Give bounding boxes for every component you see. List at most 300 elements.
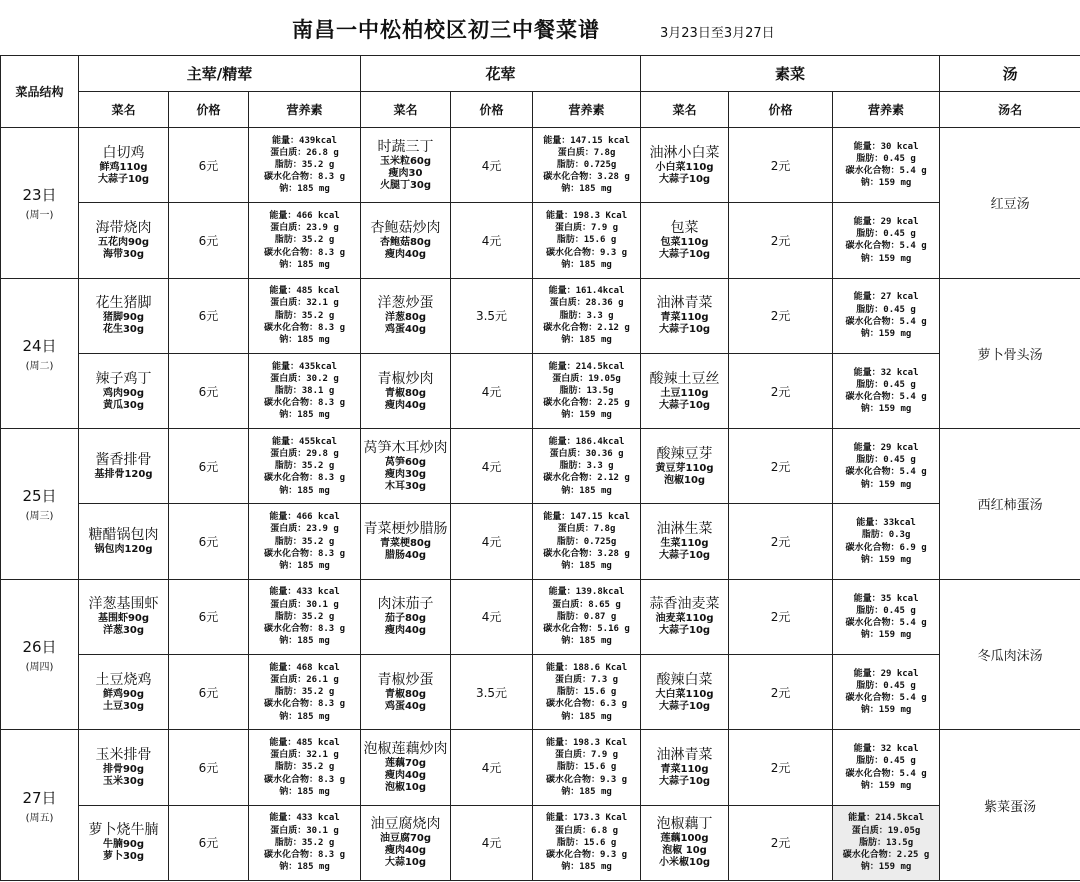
- nutrition-line: 钠：185 mg: [279, 184, 330, 195]
- nutrition-line: 碳水化合物：9.3 g: [545, 774, 628, 785]
- nutrition-line: 蛋白质：23.9 g: [270, 223, 339, 234]
- dish-ingredient: 鸡肉90g: [102, 387, 145, 399]
- price-cell-mid: 4元: [451, 579, 533, 654]
- dish-name: 泡椒莲藕炒肉: [363, 741, 448, 758]
- nutrition-line: 能量：29 kcal: [853, 442, 919, 453]
- nutrition-line: 能量：455kcal: [272, 436, 337, 447]
- nutrition-line: 碳水化合物：5.4 g: [845, 467, 927, 478]
- dish-name: 玉米排骨: [95, 747, 152, 764]
- nutrition-line: 能量：29 kcal: [853, 217, 919, 228]
- nutrition-line: 碳水化合物：8.3 g: [263, 322, 346, 333]
- header-row-groups: [1, 56, 1080, 92]
- nutrition-cell-main: [249, 203, 361, 278]
- nutrition-cell-mid: [533, 730, 641, 805]
- group-mid: 花荤: [361, 56, 641, 92]
- price-cell-main: 6元: [169, 278, 249, 353]
- nutrition-cell-veg: [833, 655, 940, 730]
- nutrition-line: 脂肪：0.45 g: [856, 229, 916, 240]
- structure-label: 菜品结构: [1, 56, 79, 128]
- dish-name: 萝卜烧牛腩: [88, 822, 159, 839]
- nutrition-line: 能量：433 kcal: [269, 587, 340, 598]
- nutrition-line: 碳水化合物：5.4 g: [845, 241, 927, 252]
- nutrition-line: 蛋白质：7.8g: [557, 524, 616, 535]
- day-date: 24日: [22, 336, 57, 355]
- dish-cell-mid: [361, 655, 451, 730]
- price-cell-mid: 3.5元: [451, 655, 533, 730]
- nutrition-line: 脂肪：0.45 g: [856, 756, 916, 767]
- nutrition-line: 钠：185 mg: [561, 335, 612, 346]
- dish-name: 泡椒藕丁: [656, 816, 713, 833]
- nutrition-line: 脂肪：15.6 g: [556, 687, 617, 698]
- nutrition-line: 钠：159 mg: [860, 862, 912, 873]
- dish-cell-mid: [361, 278, 451, 353]
- col-soup-name: 汤名: [940, 92, 1080, 128]
- dish-name: 油淋生菜: [656, 521, 713, 538]
- nutrition-line: 蛋白质：26.1 g: [270, 674, 339, 685]
- nutrition-line: 钠：159 mg: [860, 780, 912, 791]
- nutrition-cell-main: [249, 278, 361, 353]
- price-cell-mid: 4元: [451, 128, 533, 203]
- nutrition-line: 能量：32 kcal: [853, 367, 919, 378]
- dish-name: 土豆烧鸡: [95, 671, 152, 688]
- nutrition-line: 能量：161.4kcal: [548, 286, 625, 297]
- dish-cell-mid: [361, 579, 451, 654]
- nutrition-line: 钠：159 mg: [860, 404, 912, 415]
- dish-ingredient: 莲藕100g: [660, 833, 709, 845]
- dish-name: 酸辣豆芽: [656, 445, 713, 462]
- title-bar: [0, 0, 1080, 56]
- nutrition-line: 钠：185 mg: [279, 259, 330, 270]
- dish-cell-mid: [361, 353, 451, 428]
- nutrition-line: 能量：485 kcal: [269, 286, 340, 297]
- dish-cell-veg: [641, 128, 729, 203]
- nutrition-line: 脂肪：0.45 g: [856, 379, 916, 390]
- nutrition-line: 蛋白质：32.1 g: [270, 750, 339, 761]
- nutrition-line: 脂肪：15.6 g: [556, 837, 617, 848]
- dish-ingredient: 火腿丁30g: [379, 179, 432, 191]
- nutrition-line: 能量：214.5kcal: [848, 813, 924, 824]
- dish-cell-veg: [641, 655, 729, 730]
- day-row: [1, 504, 1080, 579]
- day-row: [1, 353, 1080, 428]
- nutrition-line: 钠：185 mg: [279, 335, 330, 346]
- nutrition-line: 碳水化合物：5.4 g: [845, 617, 927, 628]
- nutrition-line: 钠：185 mg: [561, 786, 612, 797]
- dish-name: 肉沫茄子: [377, 596, 434, 613]
- nutrition-cell-mid: [533, 278, 641, 353]
- dish-ingredient: 油豆腐70g: [379, 833, 432, 845]
- nutrition-line: 脂肪：35.2 g: [274, 837, 335, 848]
- nutrition-line: 能量：433 kcal: [269, 813, 340, 824]
- nutrition-line: 脂肪：15.6 g: [556, 762, 617, 773]
- price-cell-veg: 2元: [729, 504, 833, 579]
- soup-cell: 红豆汤: [940, 128, 1080, 279]
- dish-cell-mid: [361, 203, 451, 278]
- nutrition-line: 蛋白质：8.65 g: [552, 599, 621, 610]
- dish-ingredient: 小白菜110g: [655, 161, 714, 173]
- day-cell: [1, 278, 79, 429]
- nutrition-cell-veg: [833, 579, 940, 654]
- dish-ingredient: 泡椒 10g: [662, 845, 707, 857]
- price-cell-mid: 3.5元: [451, 278, 533, 353]
- dish-ingredient: 大蒜子10g: [97, 173, 150, 185]
- dish-name: 青椒炒肉: [377, 370, 434, 387]
- dish-ingredient: 土豆110g: [660, 387, 709, 399]
- nutrition-line: 蛋白质：7.3 g: [554, 674, 619, 685]
- price-cell-veg: 2元: [729, 353, 833, 428]
- dish-cell-veg: [641, 579, 729, 654]
- price-cell-veg: 2元: [729, 655, 833, 730]
- dish-cell-veg: [641, 504, 729, 579]
- dish-name: 酱香排骨: [95, 451, 152, 468]
- dish-cell-main: [79, 278, 169, 353]
- nutrition-line: 蛋白质：7.9 g: [554, 223, 619, 234]
- day-row: [1, 128, 1080, 203]
- day-weekday: (周一): [25, 210, 54, 222]
- nutrition-line: 蛋白质：6.8 g: [554, 825, 619, 836]
- nutrition-line: 蛋白质：30.1 g: [270, 599, 339, 610]
- dish-cell-mid: [361, 730, 451, 805]
- nutrition-line: 脂肪：13.5g: [559, 385, 614, 396]
- soup-cell: 西红柿蛋汤: [940, 429, 1080, 580]
- price-cell-veg: 2元: [729, 429, 833, 504]
- nutrition-cell-main: [249, 730, 361, 805]
- dish-name: 杏鲍菇炒肉: [370, 219, 441, 236]
- dish-ingredient: 大蒜子10g: [659, 550, 711, 562]
- nutrition-line: 碳水化合物：8.3 g: [263, 398, 346, 409]
- nutrition-line: 钠：159 mg: [860, 479, 912, 490]
- group-soup: 汤: [940, 56, 1080, 92]
- nutrition-line: 蛋白质：30.1 g: [270, 825, 339, 836]
- nutrition-line: 脂肪：0.725g: [556, 160, 617, 171]
- dish-ingredient: 莲藕70g: [384, 758, 427, 770]
- nutrition-line: 脂肪：13.5g: [859, 837, 914, 848]
- dish-cell-main: [79, 128, 169, 203]
- dish-ingredient: 腊肠40g: [384, 550, 427, 562]
- price-cell-main: 6元: [169, 805, 249, 880]
- nutrition-line: 脂肪：35.2 g: [274, 762, 335, 773]
- nutrition-line: 脂肪：0.725g: [556, 536, 617, 547]
- nutrition-line: 碳水化合物：8.3 g: [263, 247, 346, 258]
- nutrition-line: 钠：185 mg: [279, 636, 330, 647]
- day-weekday: (周三): [25, 511, 54, 523]
- nutrition-line: 钠：159 mg: [860, 705, 912, 716]
- dish-ingredient: 青菜110g: [660, 312, 709, 324]
- group-veg: 素菜: [641, 56, 940, 92]
- dish-cell-main: [79, 504, 169, 579]
- dish-cell-mid: [361, 805, 451, 880]
- dish-cell-main: [79, 805, 169, 880]
- dish-name: 蒜香油麦菜: [649, 596, 720, 613]
- price-cell-main: 6元: [169, 655, 249, 730]
- day-row: [1, 805, 1080, 880]
- day-date: 26日: [22, 638, 57, 657]
- nutrition-line: 碳水化合物：5.4 g: [845, 693, 927, 704]
- group-main: 主荤/精荤: [79, 56, 361, 92]
- nutrition-line: 能量：139.8kcal: [548, 587, 625, 598]
- dish-ingredient: 基围虾90g: [97, 613, 150, 625]
- dish-ingredient: 鸡蛋40g: [384, 700, 427, 712]
- col-nut-main: 营养素: [249, 92, 361, 128]
- price-cell-veg: 2元: [729, 278, 833, 353]
- price-cell-mid: 4元: [451, 203, 533, 278]
- dish-ingredient: 鲜鸡110g: [99, 161, 148, 173]
- nutrition-cell-main: [249, 655, 361, 730]
- nutrition-line: 碳水化合物：2.25 g: [543, 398, 630, 409]
- dish-ingredient: 小米椒10g: [659, 857, 711, 869]
- nutrition-cell-veg: [833, 203, 940, 278]
- nutrition-line: 钠：159 mg: [860, 178, 912, 189]
- nutrition-cell-veg: [833, 353, 940, 428]
- nutrition-line: 钠：185 mg: [279, 862, 330, 873]
- day-row: [1, 730, 1080, 805]
- day-cell: [1, 429, 79, 580]
- nutrition-line: 能量：198.3 Kcal: [545, 210, 628, 221]
- nutrition-line: 蛋白质：32.1 g: [270, 298, 339, 309]
- price-cell-mid: 4元: [451, 353, 533, 428]
- nutrition-line: 碳水化合物：5.4 g: [845, 768, 927, 779]
- day-cell: [1, 128, 79, 279]
- price-cell-mid: 4元: [451, 504, 533, 579]
- nutrition-cell-veg: [833, 278, 940, 353]
- nutrition-line: 蛋白质：29.8 g: [270, 449, 339, 460]
- dish-ingredient: 基排骨120g: [94, 468, 153, 480]
- nutrition-line: 碳水化合物：9.3 g: [545, 247, 628, 258]
- nutrition-cell-veg: [833, 429, 940, 504]
- nutrition-line: 钠：159 mg: [860, 554, 912, 565]
- dish-name: 莴笋木耳炒肉: [363, 439, 448, 456]
- dish-ingredient: 大蒜子10g: [659, 248, 711, 260]
- price-cell-main: 6元: [169, 429, 249, 504]
- date-range: 3月23日至3月27日: [660, 26, 775, 41]
- nutrition-line: 脂肪：35.2 g: [274, 160, 335, 171]
- day-row: [1, 278, 1080, 353]
- price-cell-main: 6元: [169, 579, 249, 654]
- day-cell: [1, 579, 79, 730]
- dish-name: 辣子鸡丁: [95, 370, 152, 387]
- dish-name: 包菜: [670, 219, 699, 236]
- nutrition-line: 蛋白质：7.9 g: [554, 750, 619, 761]
- price-cell-main: 6元: [169, 504, 249, 579]
- day-date: 25日: [22, 487, 57, 506]
- nutrition-line: 脂肪：35.2 g: [274, 536, 335, 547]
- dish-ingredient: 大蒜10g: [384, 857, 427, 869]
- dish-cell-veg: [641, 805, 729, 880]
- dish-cell-main: [79, 730, 169, 805]
- dish-cell-mid: [361, 128, 451, 203]
- dish-name: 花生猪脚: [95, 295, 152, 312]
- nutrition-line: 钠：159 mg: [860, 253, 912, 264]
- nutrition-line: 蛋白质：23.9 g: [270, 524, 339, 535]
- nutrition-line: 能量：214.5kcal: [548, 361, 625, 372]
- dish-name: 糖醋锅包肉: [88, 527, 159, 544]
- dish-ingredient: 大白菜110g: [655, 688, 714, 700]
- nutrition-line: 钠：185 mg: [279, 410, 330, 421]
- dish-ingredient: 青椒80g: [384, 387, 427, 399]
- dish-ingredient: 大蒜子10g: [659, 399, 711, 411]
- dish-cell-veg: [641, 429, 729, 504]
- col-price-veg: 价格: [729, 92, 833, 128]
- nutrition-cell-main: [249, 579, 361, 654]
- dish-name: 海带烧肉: [95, 219, 152, 236]
- nutrition-line: 脂肪：0.45 g: [856, 304, 916, 315]
- nutrition-line: 碳水化合物：2.12 g: [543, 322, 630, 333]
- day-cell: [1, 730, 79, 881]
- nutrition-line: 碳水化合物：8.3 g: [263, 624, 346, 635]
- nutrition-cell-mid: [533, 579, 641, 654]
- nutrition-line: 碳水化合物：5.16 g: [543, 624, 630, 635]
- dish-ingredient: 玉米粒60g: [379, 155, 432, 167]
- nutrition-line: 能量：466 kcal: [269, 512, 340, 523]
- soup-cell: 冬瓜肉沫汤: [940, 579, 1080, 730]
- dish-ingredient: 莴笋60g: [384, 456, 427, 468]
- dish-ingredient: 五花肉90g: [97, 236, 150, 248]
- price-cell-veg: 2元: [729, 203, 833, 278]
- nutrition-line: 能量：27 kcal: [853, 292, 919, 303]
- nutrition-line: 能量：147.15 kcal: [543, 135, 630, 146]
- nutrition-line: 蛋白质：30.2 g: [270, 373, 339, 384]
- day-weekday: (周四): [25, 662, 54, 674]
- dish-cell-mid: [361, 504, 451, 579]
- day-date: 27日: [22, 788, 57, 807]
- nutrition-line: 脂肪：3.3 g: [559, 310, 614, 321]
- col-dish-veg: 菜名: [641, 92, 729, 128]
- dish-ingredient: 瘦肉40g: [384, 845, 427, 857]
- nutrition-line: 碳水化合物：2.25 g: [842, 849, 930, 860]
- price-cell-veg: 2元: [729, 128, 833, 203]
- dish-ingredient: 排骨90g: [102, 764, 145, 776]
- nutrition-cell-veg: [833, 128, 940, 203]
- nutrition-line: 碳水化合物：8.3 g: [263, 473, 346, 484]
- nutrition-line: 碳水化合物：9.3 g: [545, 849, 628, 860]
- nutrition-line: 脂肪：35.2 g: [274, 611, 335, 622]
- dish-name: 青椒炒蛋: [377, 671, 434, 688]
- price-cell-veg: 2元: [729, 730, 833, 805]
- nutrition-line: 脂肪：0.45 g: [856, 153, 916, 164]
- nutrition-line: 能量：35 kcal: [853, 593, 919, 604]
- dish-ingredient: 泡椒10g: [384, 782, 427, 794]
- dish-ingredient: 包菜110g: [660, 236, 709, 248]
- nutrition-line: 能量：33kcal: [856, 518, 916, 529]
- nutrition-cell-mid: [533, 203, 641, 278]
- dish-ingredient: 猪脚90g: [102, 312, 145, 324]
- price-cell-veg: 2元: [729, 805, 833, 880]
- dish-ingredient: 青菜梗80g: [379, 538, 432, 550]
- dish-ingredient: 黄豆芽110g: [655, 462, 714, 474]
- nutrition-line: 钠：185 mg: [561, 560, 612, 571]
- nutrition-line: 能量：435kcal: [272, 361, 337, 372]
- dish-name: 油淋小白菜: [649, 144, 720, 161]
- day-weekday: (周二): [25, 360, 54, 372]
- day-row: [1, 579, 1080, 654]
- dish-ingredient: 洋葱30g: [102, 625, 145, 637]
- dish-name: 洋葱炒蛋: [377, 295, 434, 312]
- dish-ingredient: 泡椒10g: [664, 474, 706, 486]
- nutrition-line: 钠：159 mg: [860, 630, 912, 641]
- nutrition-cell-main: [249, 504, 361, 579]
- nutrition-line: 脂肪：38.1 g: [274, 385, 335, 396]
- dish-cell-veg: [641, 278, 729, 353]
- nutrition-cell-mid: [533, 429, 641, 504]
- dish-ingredient: 海带30g: [102, 248, 145, 260]
- price-cell-main: 6元: [169, 128, 249, 203]
- dish-cell-main: [79, 203, 169, 278]
- dish-name: 油淋青菜: [656, 295, 713, 312]
- dish-cell-main: [79, 579, 169, 654]
- nutrition-line: 钠：185 mg: [279, 485, 330, 496]
- nutrition-cell-mid: [533, 353, 641, 428]
- dish-ingredient: 大蒜子10g: [659, 700, 711, 712]
- menu-table: [0, 55, 1080, 881]
- nutrition-line: 能量：198.3 Kcal: [545, 738, 628, 749]
- dish-cell-main: [79, 655, 169, 730]
- dish-cell-veg: [641, 353, 729, 428]
- price-cell-mid: 4元: [451, 805, 533, 880]
- nutrition-cell-veg: [833, 805, 940, 880]
- dish-ingredient: 大蒜子10g: [659, 776, 711, 788]
- dish-name: 油淋青菜: [656, 747, 713, 764]
- nutrition-line: 能量：173.3 Kcal: [545, 813, 628, 824]
- nutrition-line: 钠：185 mg: [561, 711, 612, 722]
- dish-ingredient: 瘦肉40g: [384, 399, 427, 411]
- dish-ingredient: 瘦肉40g: [384, 770, 427, 782]
- nutrition-cell-mid: [533, 504, 641, 579]
- day-row: [1, 655, 1080, 730]
- nutrition-line: 脂肪：0.45 g: [856, 681, 916, 692]
- page-title: 南昌一中松柏校区初三中餐菜谱: [292, 18, 600, 42]
- nutrition-line: 脂肪：0.87 g: [556, 611, 617, 622]
- dish-ingredient: 鸡蛋40g: [384, 324, 427, 336]
- nutrition-line: 钠：185 mg: [561, 184, 612, 195]
- price-cell-main: 6元: [169, 353, 249, 428]
- nutrition-cell-mid: [533, 655, 641, 730]
- soup-cell: 紫菜蛋汤: [940, 730, 1080, 881]
- dish-ingredient: 大蒜子10g: [659, 324, 711, 336]
- price-cell-mid: 4元: [451, 429, 533, 504]
- dish-ingredient: 茄子80g: [384, 613, 427, 625]
- dish-name: 白切鸡: [102, 144, 145, 161]
- nutrition-line: 钠：185 mg: [279, 786, 330, 797]
- nutrition-line: 钠：185 mg: [561, 862, 612, 873]
- nutrition-line: 蛋白质：7.8g: [557, 147, 616, 158]
- dish-name: 酸辣土豆丝: [649, 370, 720, 387]
- nutrition-line: 蛋白质：19.05g: [552, 373, 621, 384]
- dish-ingredient: 油麦菜110g: [655, 613, 714, 625]
- nutrition-line: 钠：185 mg: [561, 636, 612, 647]
- nutrition-line: 脂肪：35.2 g: [274, 461, 335, 472]
- nutrition-line: 碳水化合物：5.4 g: [845, 166, 927, 177]
- col-price-main: 价格: [169, 92, 249, 128]
- dish-cell-veg: [641, 203, 729, 278]
- price-cell-veg: 2元: [729, 579, 833, 654]
- day-row: [1, 429, 1080, 504]
- dish-ingredient: 瘦肉40g: [384, 248, 427, 260]
- nutrition-cell-main: [249, 805, 361, 880]
- col-nut-mid: 营养素: [533, 92, 641, 128]
- nutrition-line: 钠：159 mg: [860, 328, 912, 339]
- dish-ingredient: 鲜鸡90g: [102, 688, 145, 700]
- dish-ingredient: 瘦肉30: [388, 167, 423, 179]
- nutrition-line: 钠：185 mg: [561, 259, 612, 270]
- dish-ingredient: 瘦肉30g: [384, 468, 427, 480]
- dish-ingredient: 木耳30g: [384, 480, 427, 492]
- nutrition-line: 脂肪：0.3g: [861, 530, 911, 541]
- dish-cell-veg: [641, 730, 729, 805]
- nutrition-line: 钠：159 mg: [561, 410, 612, 421]
- dish-ingredient: 大蒜子10g: [659, 625, 711, 637]
- nutrition-line: 能量：186.4kcal: [548, 436, 625, 447]
- col-dish-main: 菜名: [79, 92, 169, 128]
